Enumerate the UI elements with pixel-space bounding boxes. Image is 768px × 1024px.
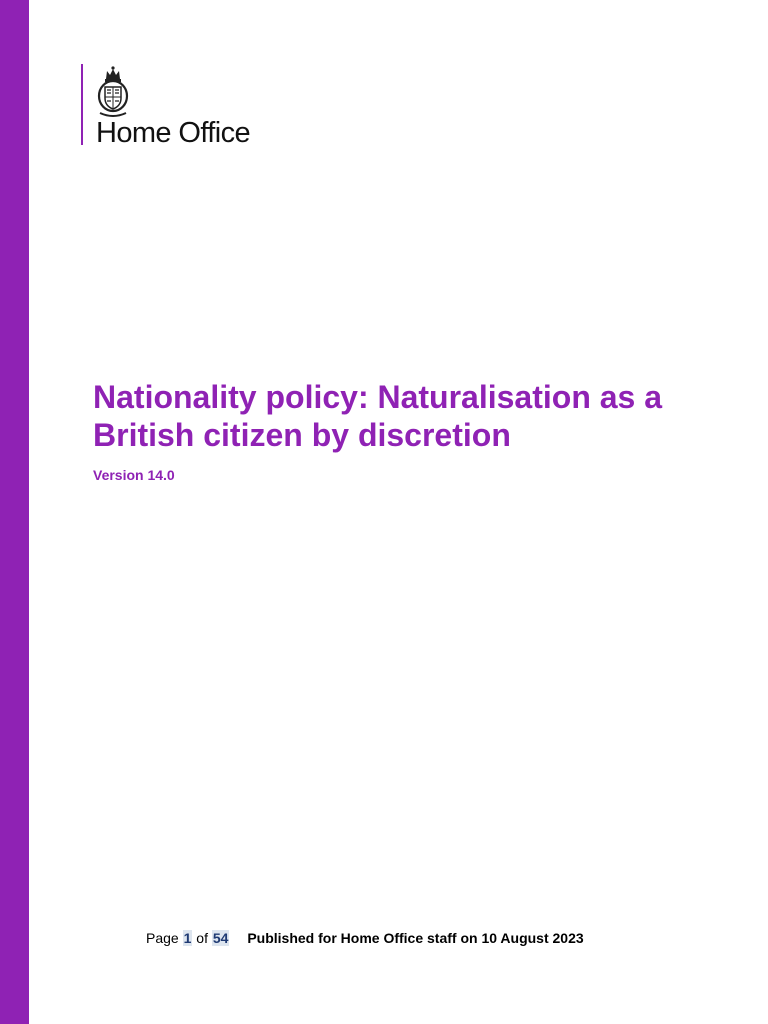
home-office-logo [81,64,291,148]
of-label: of [196,930,208,946]
page-label: Page [146,930,179,946]
current-page-number: 1 [183,930,192,946]
page-title: Nationality policy: Naturalisation as a British citizen by discretion [93,379,663,453]
publication-note: Published for Home Office staff on 10 August 2023 [247,930,584,946]
logo-divider [81,64,83,145]
page-footer [146,930,584,946]
royal-crest-icon [95,65,131,119]
version-label: Version 14.0 [93,467,175,483]
total-pages-number: 54 [212,930,229,946]
organisation-name: Home Office [96,117,251,149]
accent-side-bar [0,0,29,1024]
